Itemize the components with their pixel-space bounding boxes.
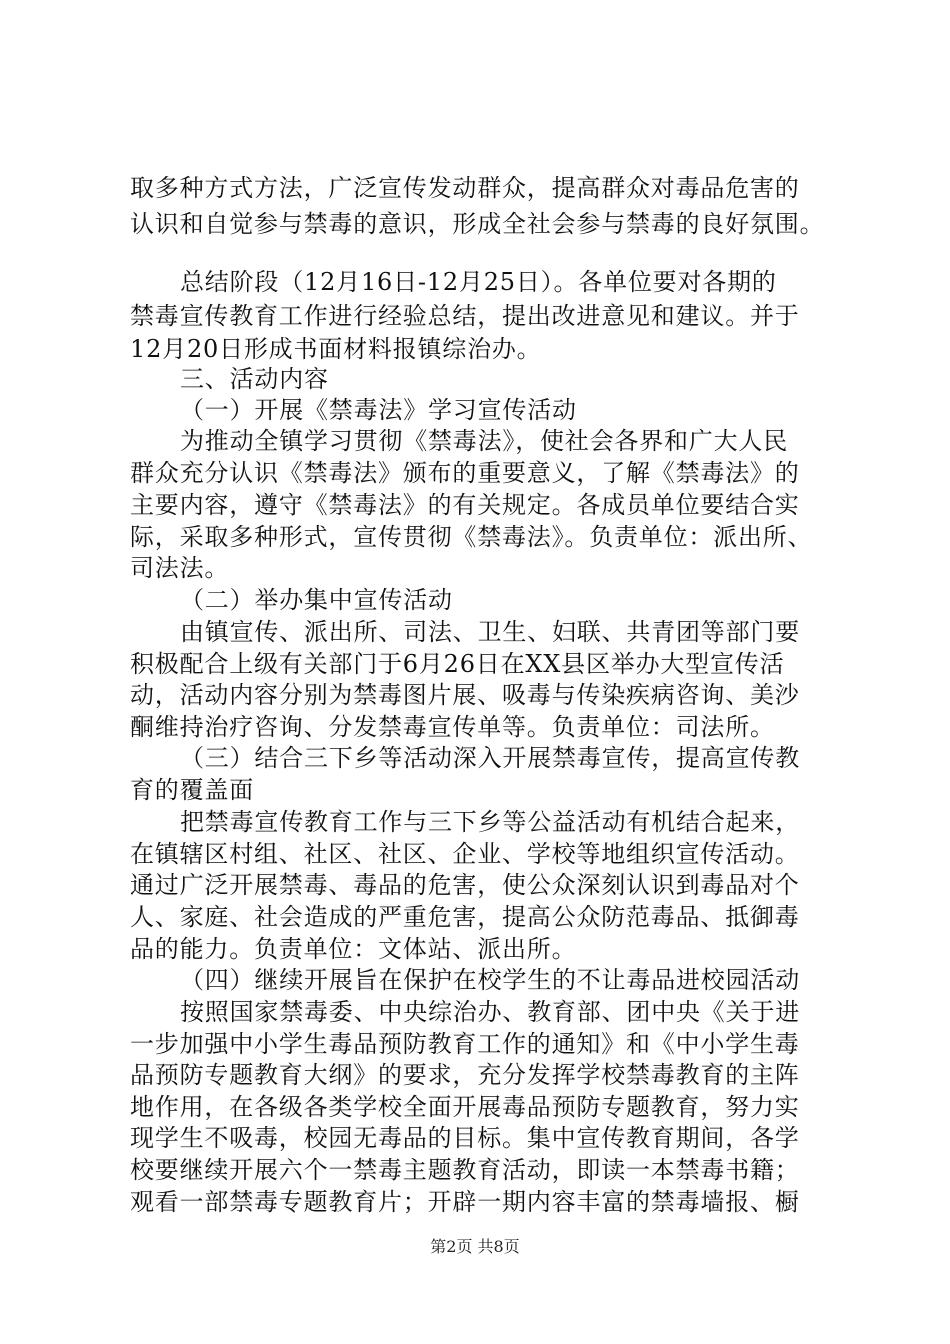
subsection-heading: （三）结合三下乡等活动深入开展禁毒宣传，提高宣传教 xyxy=(180,744,800,772)
text-line: 总结阶段（12月16日-12月25日）。各单位要对各期的 xyxy=(180,268,777,296)
text-line: 通过广泛开展禁毒、毒品的危害，使公众深刻认识到毒品对个 xyxy=(130,871,800,899)
text-line: 为推动全镇学习贯彻《禁毒法》，使社会各界和广大人民 xyxy=(180,427,788,455)
text-line: 品的能力。负责单位：文体站、派出所。 xyxy=(130,935,577,963)
subsection-heading: （四）继续开展旨在保护在校学生的不让毒品进校园活动 xyxy=(180,966,800,994)
text-line: 12月20日形成书面材料报镇综治办。 xyxy=(130,335,542,363)
text-line: 品预防专题教育大纲》的要求，充分发挥学校禁毒教育的主阵 xyxy=(130,1061,800,1089)
text-line: 动，活动内容分别为禁毒图片展、吸毒与传染疾病咨询、美沙 xyxy=(130,681,800,709)
text-line: 禁毒宣传教育工作进行经验总结，提出改进意见和建议。并于 xyxy=(130,302,800,330)
text-line: 把禁毒宣传教育工作与三下乡等公益活动有机结合起来， xyxy=(180,808,800,836)
text-line: 主要内容，遵守《禁毒法》的有关规定。各成员单位要结合实 xyxy=(130,491,800,519)
subsection-heading-continued: 育的覆盖面 xyxy=(130,776,254,804)
text-line: 在镇辖区村组、社区、社区、企业、学校等地组织宣传活动。 xyxy=(130,840,800,868)
subsection-heading: （一）开展《禁毒法》学习宣传活动 xyxy=(180,396,577,424)
text-line: 地作用，在各级各类学校全面开展毒品预防专题教育，努力实 xyxy=(130,1093,800,1121)
text-line: 一步加强中小学生毒品预防教育工作的通知》和《中小学生毒 xyxy=(130,1030,800,1058)
text-line: 际，采取多种形式，宣传贯彻《禁毒法》。负责单位：派出所、 xyxy=(130,523,813,551)
text-line: 积极配合上级有关部门于6月26日在XX县区举办大型宣传活 xyxy=(130,650,785,678)
text-line: 取多种方式方法，广泛宣传发动群众，提高群众对毒品危害的 xyxy=(130,174,800,202)
text-line: 观看一部禁毒专题教育片；开辟一期内容丰富的禁毒墙报、橱 xyxy=(130,1188,800,1216)
text-line: 校要继续开展六个一禁毒主题教育活动，即读一本禁毒书籍； xyxy=(130,1156,800,1184)
subsection-heading: （二）举办集中宣传活动 xyxy=(180,586,453,614)
text-line: 由镇宣传、派出所、司法、卫生、妇联、共青团等部门要 xyxy=(180,618,800,646)
page-number-footer: 第2页 共8页 xyxy=(430,1237,520,1256)
text-line: 群众充分认识《禁毒法》颁布的重要意义，了解《禁毒法》的 xyxy=(130,459,800,487)
text-line: 酮维持治疗咨询、分发禁毒宣传单等。负责单位：司法所。 xyxy=(130,713,775,741)
section-heading: 三、活动内容 xyxy=(180,365,329,393)
text-line: 人、家庭、社会造成的严重危害，提高公众防范毒品、抵御毒 xyxy=(130,903,800,931)
text-line: 司法法。 xyxy=(130,554,230,582)
text-line: 按照国家禁毒委、中央综治办、教育部、团中央《关于进 xyxy=(180,998,800,1026)
text-line: 认识和自觉参与禁毒的意识，形成全社会参与禁毒的良好氛围。 xyxy=(130,210,825,238)
text-line: 现学生不吸毒，校园无毒品的目标。集中宣传教育期间，各学 xyxy=(130,1124,800,1152)
